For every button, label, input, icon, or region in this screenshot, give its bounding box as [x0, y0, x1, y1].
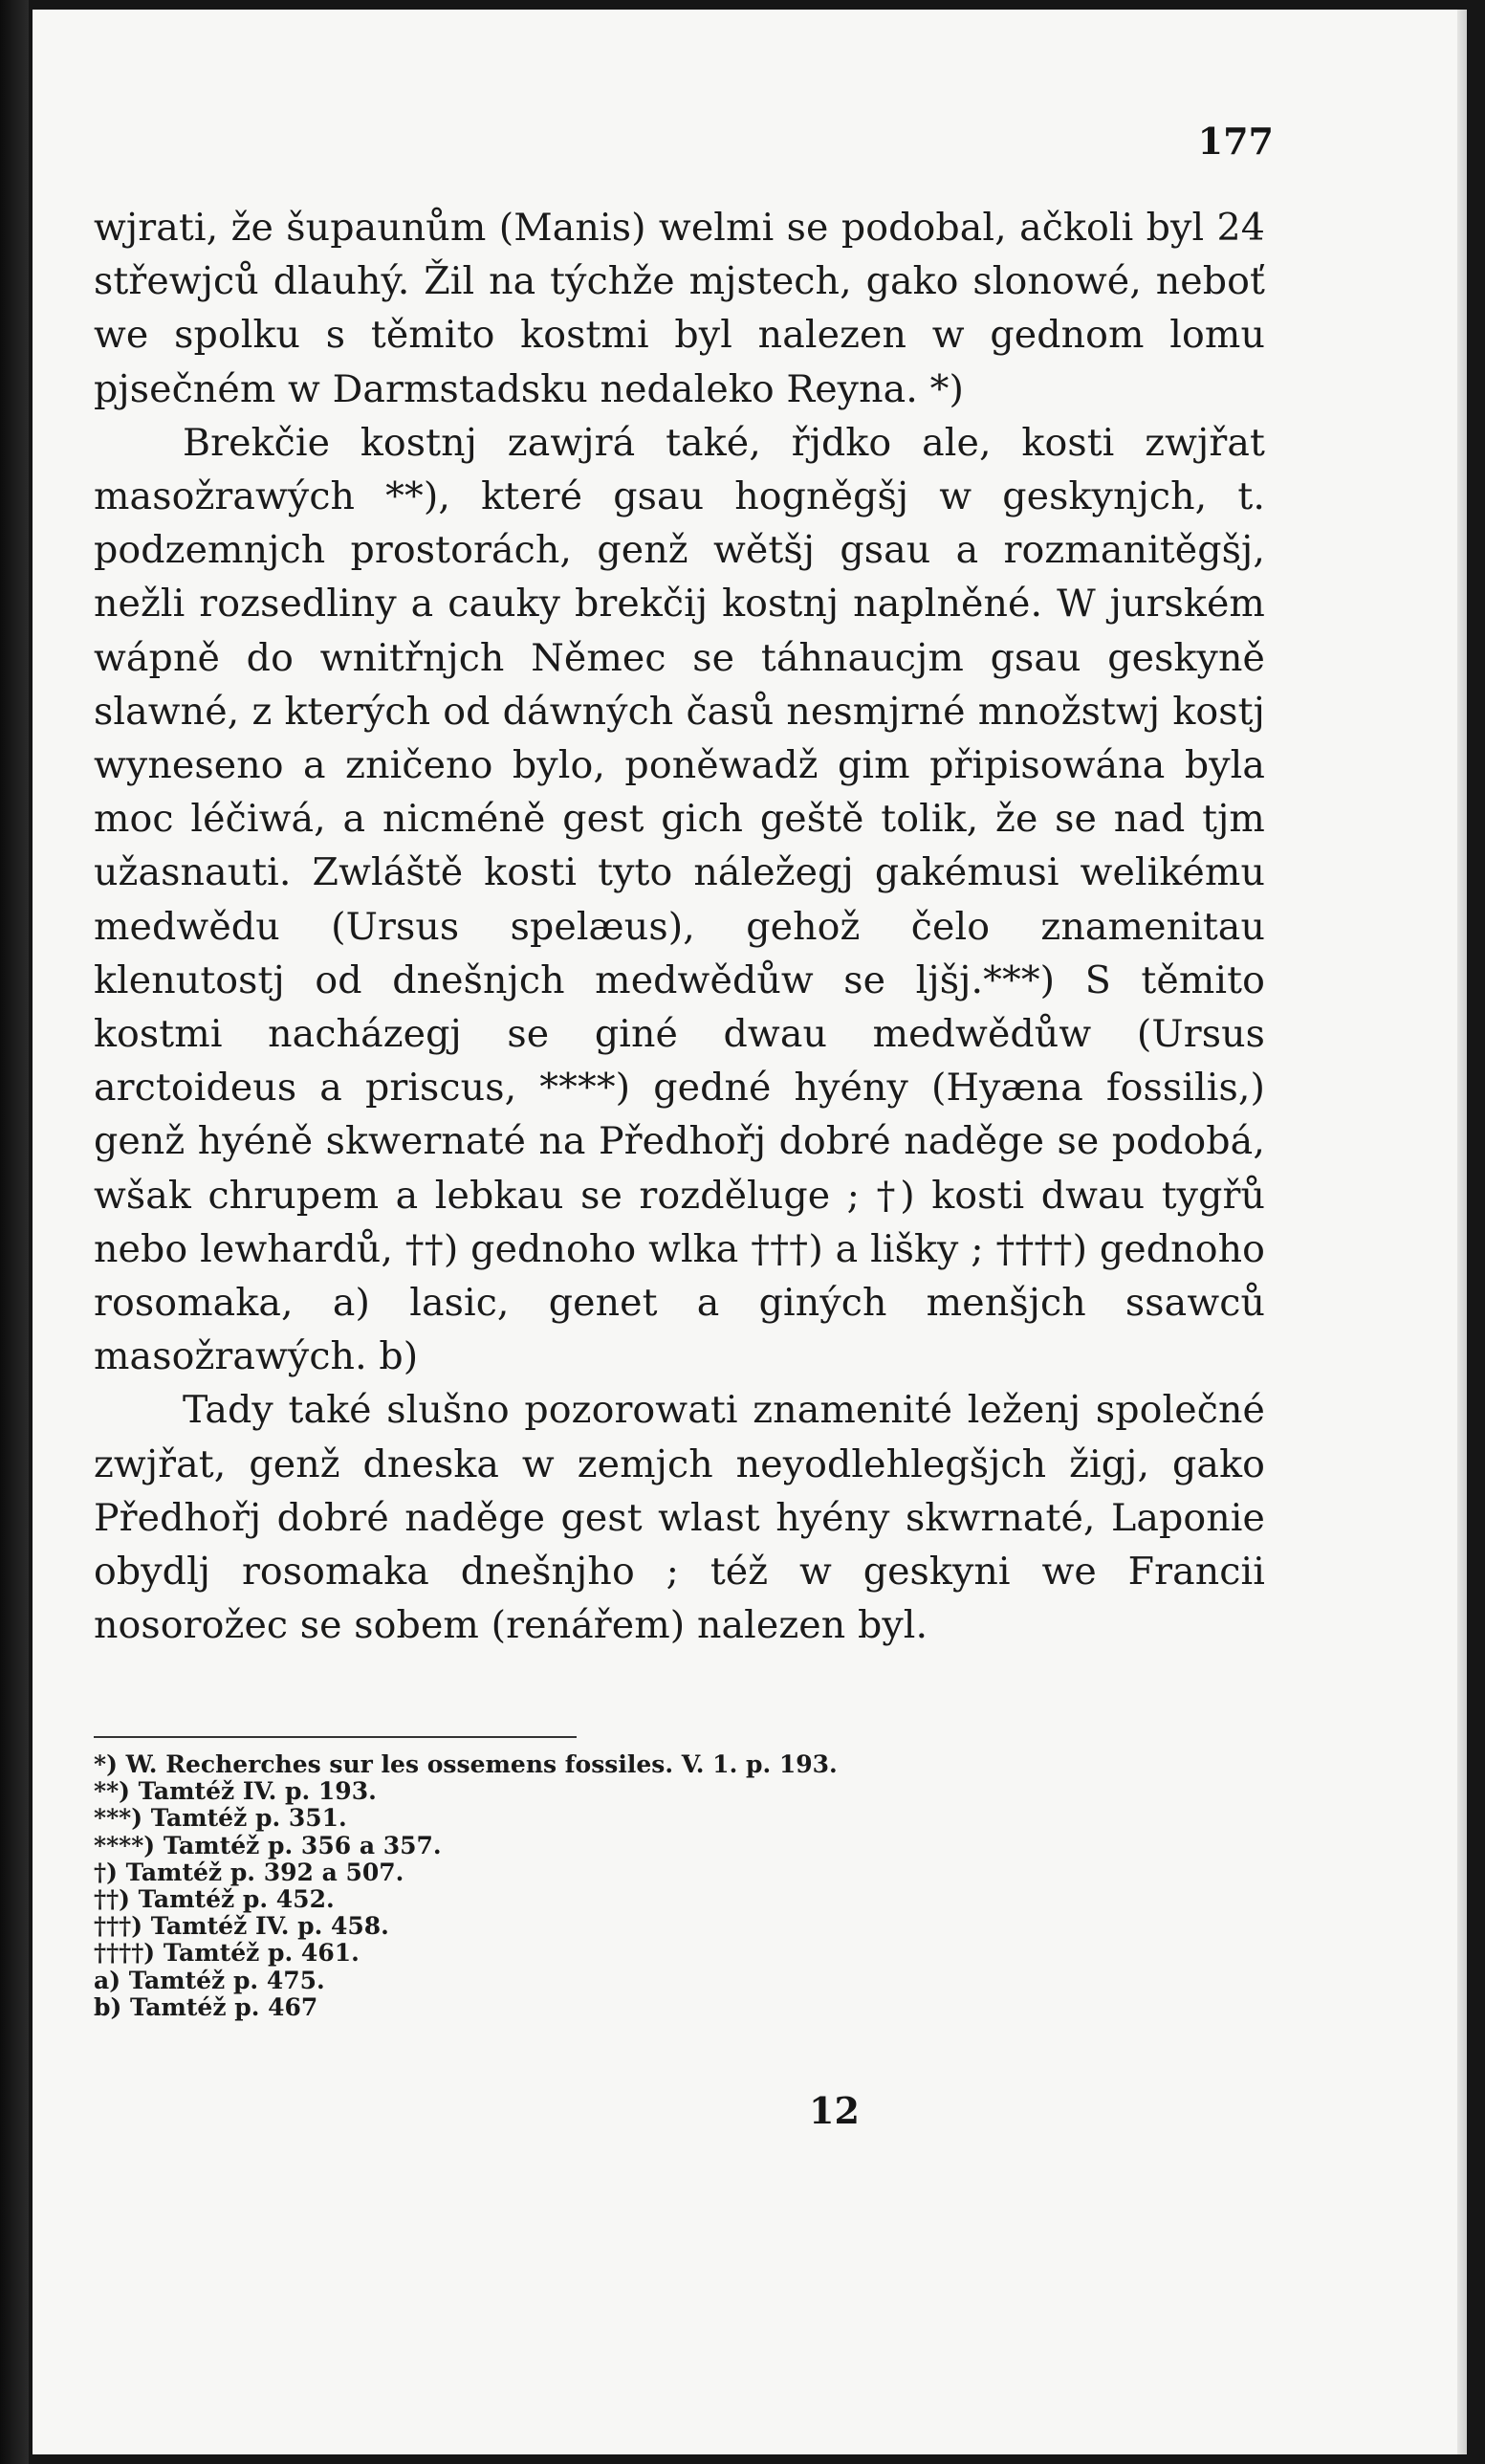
footnote: †††) Tamtéž IV. p. 458. — [94, 1912, 389, 1941]
footnote: ††††) Tamtéž p. 461. — [94, 1939, 360, 1968]
paragraph-3: Tady také slušno pozorowati znamenité leženj společné zwjřat, genž dneska w zemjch neyodlehlegšjch žigj, gako Předhořj dobré naděge gest wlast hyény skwrnaté, Laponie obydlj rosomaka dnešnjho ; též w geskyni we Francii nosorožec se sobem (renářem) nalezen byl. — [94, 1388, 1265, 1648]
book-gutter-shadow — [0, 0, 29, 2464]
page-edge — [1457, 10, 1467, 2454]
main-text — [94, 201, 1265, 1652]
footnote: b) Tamtéž p. 467 — [94, 1992, 318, 2021]
footnote: *) W. Recherches sur les ossemens fossiles. V. 1. p. 193. — [94, 1750, 838, 1778]
footnote: ††) Tamtéž p. 452. — [94, 1885, 335, 1914]
book-page — [33, 10, 1467, 2454]
footnote: a) Tamtéž p. 475. — [94, 1966, 325, 1994]
signature-mark: 12 — [809, 2089, 860, 2132]
footnote: **) Tamtéž IV. p. 193. — [94, 1777, 377, 1806]
paragraph-1: wjrati, že šupaunům (Manis) welmi se podobal, ačkoli byl 24 střewjců dlauhý. Žil na týchže mjstech, gako slonowé, neboť we spolku s těmito kostmi byl nalezen w gednom lomu pjsečném w Darmstadsku nedaleko Reyna. *) — [94, 206, 1265, 411]
page-number: 177 — [1197, 120, 1274, 163]
footnote: ***) Tamtéž p. 351. — [94, 1804, 347, 1833]
footnote: ****) Tamtéž p. 356 a 357. — [94, 1831, 442, 1859]
paragraph-2: Brekčie kostnj zawjrá také, řjdko ale, kosti zwjřat masožrawých **), které gsau hogněgšj w geskynjch, t. podzemnjch prostorách, genž wětšj gsau a rozmanitěgšj, nežli rozsedliny a cauky brekčij kostnj naplněné. W jurském wápně do wnitřnjch Němec se táhnaucjm gsau geskyně slawné, z kterých od dáwných časů nesmjrné množstwj kostj wyneseno a zničeno bylo, poněwadž gim připisowána byla moc léčiwá, a nicméně gest gich geště tolik, že se nad tjm užasnauti. Zwláště kosti tyto náležegj gakémusi welikému medwědu (Ursus spelæus), gehož čelo znamenitau klenutostj od dnešnjch medwědůw se ljšj.***) S těmito kostmi nacházegj se giné dwau medwědůw (Ursus arctoideus a priscus, ****) gedné hyény (Hyæna fossilis,) genž hyéně skwernaté na Předhořj dobré naděge se podobá, wšak chrupem a lebkau se rozděluge ; †) kosti dwau tygřů nebo lewhardů, ††) gednoho wlka †††) a lišky ; ††††) gednoho rosomaka, a) lasic, genet a giných menšjch ssawců masožrawých. b) — [94, 420, 1265, 1379]
footnotes — [94, 1751, 954, 2021]
footnote-divider — [94, 1736, 577, 1738]
footnote: †) Tamtéž p. 392 a 507. — [94, 1858, 404, 1886]
